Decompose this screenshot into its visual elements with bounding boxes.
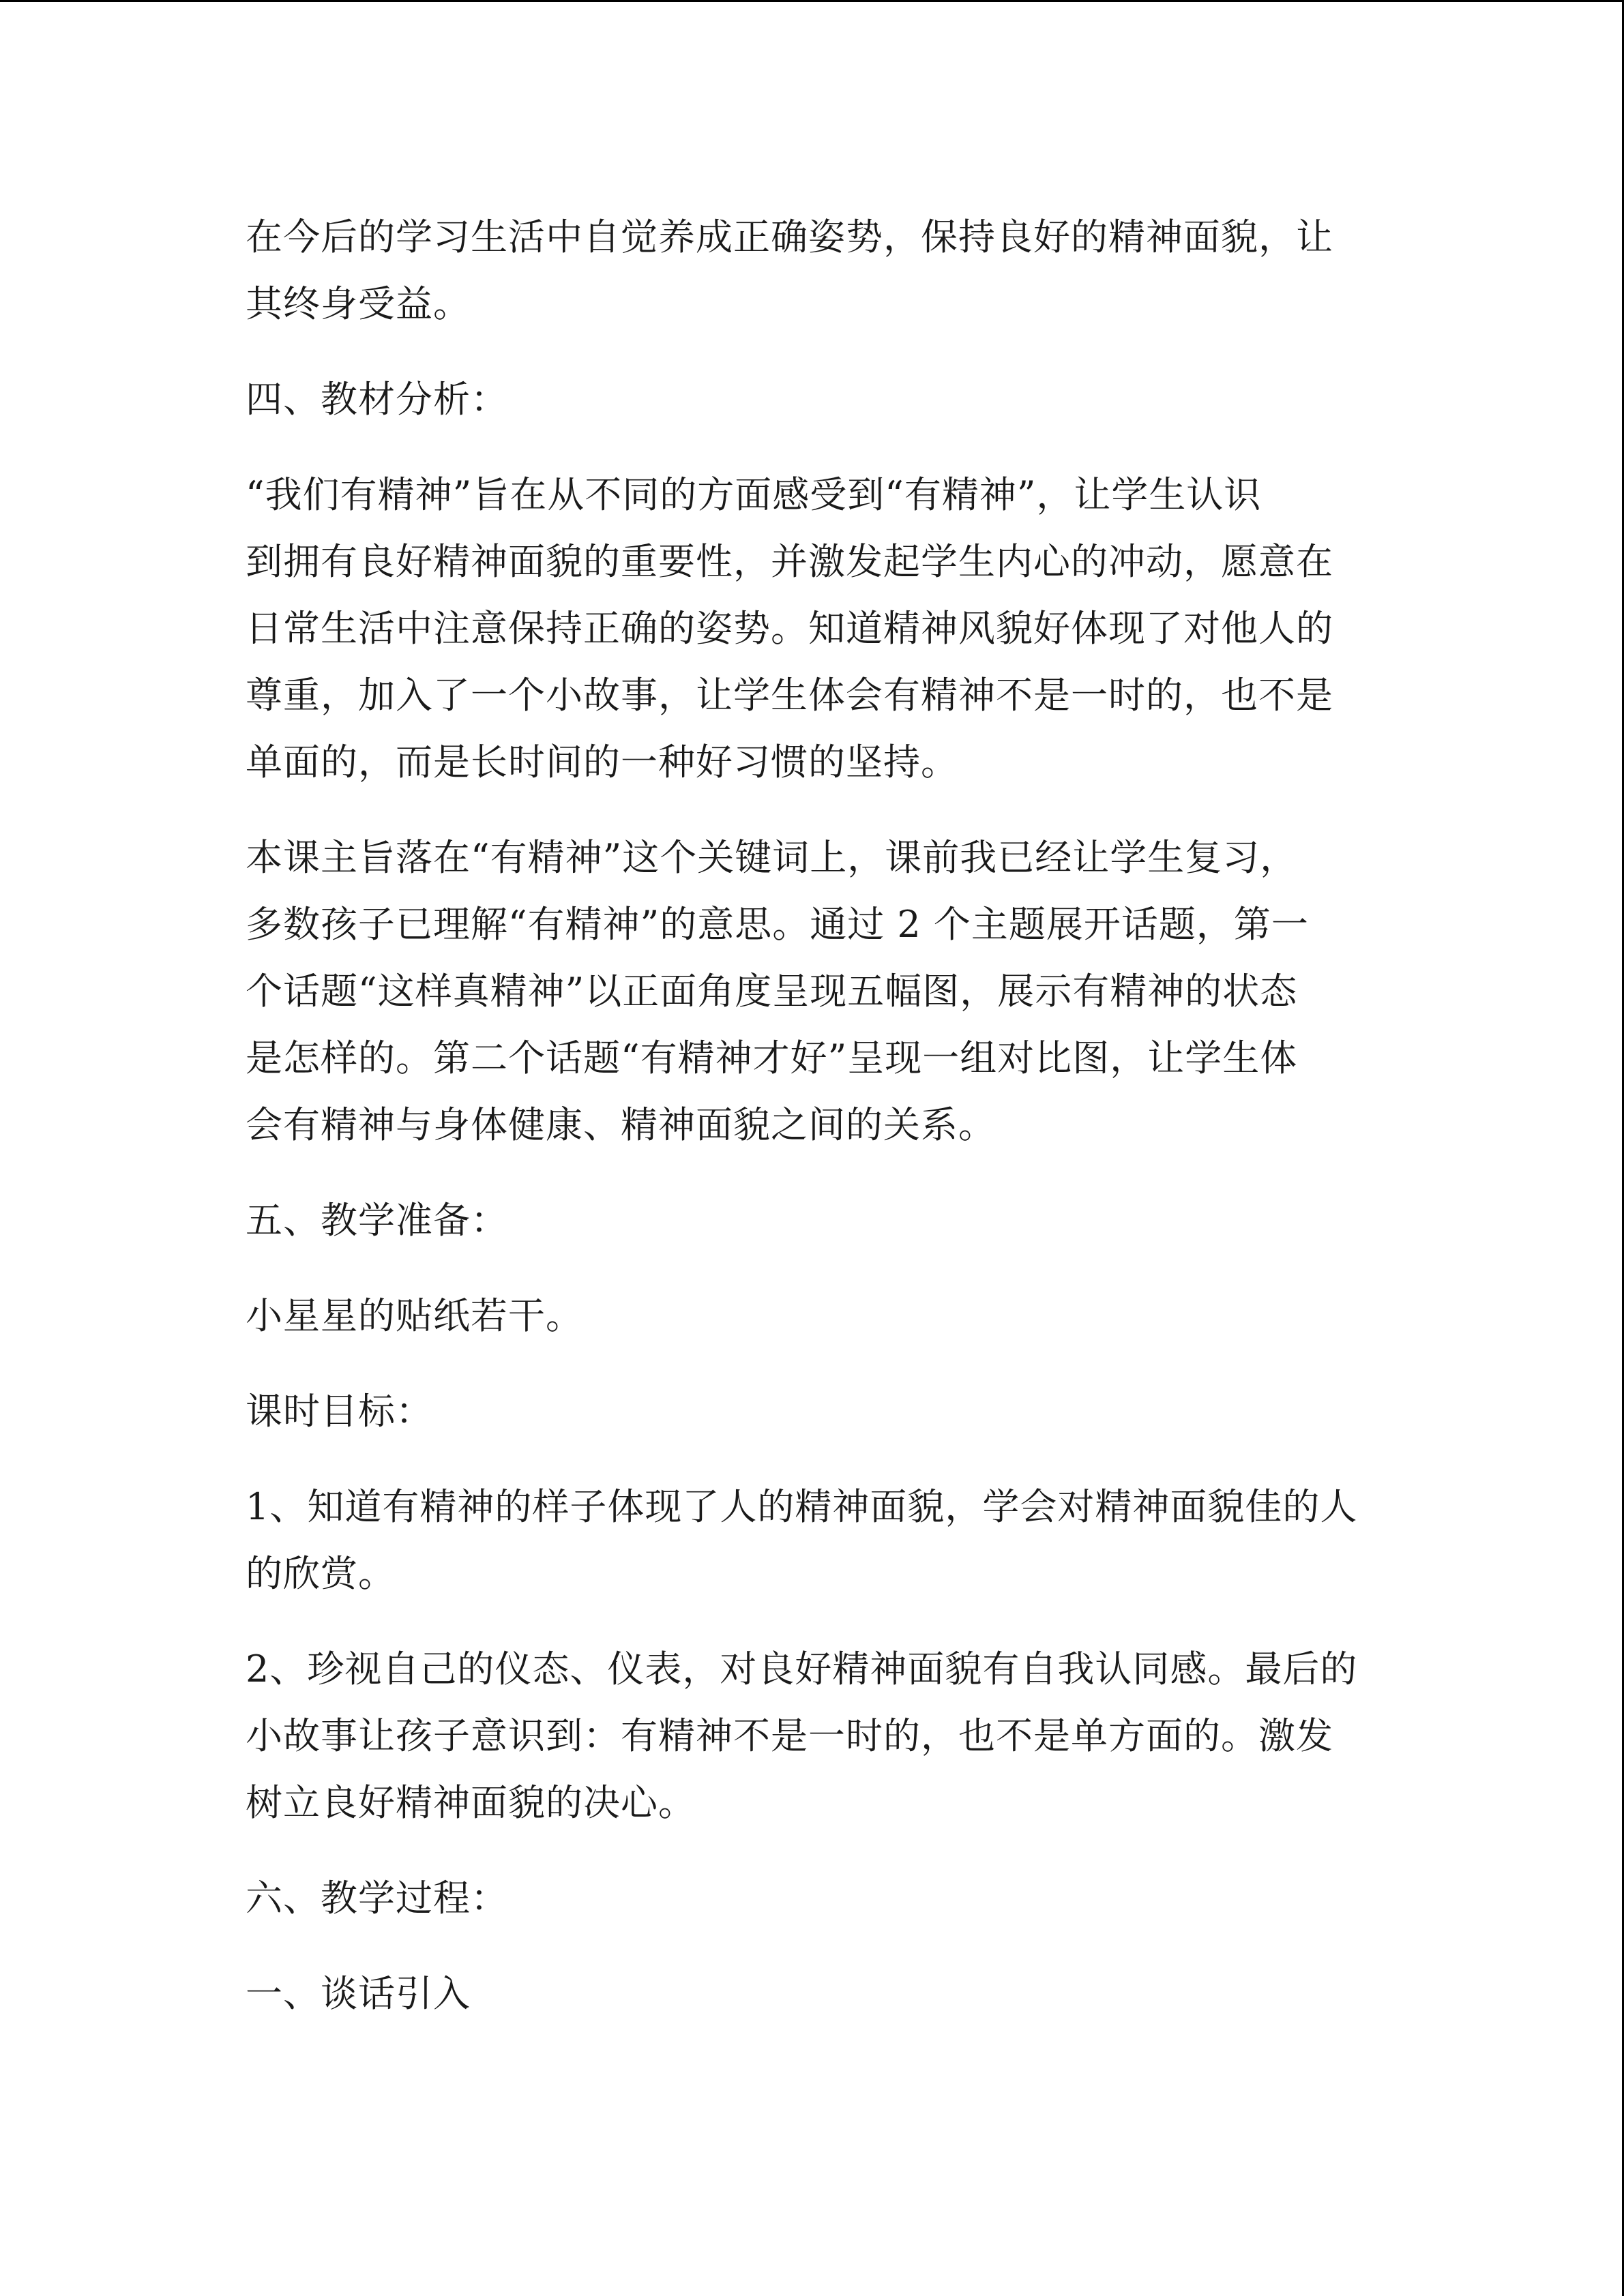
text-line: 是怎样的。第二个话题“有精神才好”呈现一组对比图，让学生体	[246, 1037, 1298, 1079]
text-line: 小星星的贴纸若干。	[246, 1294, 583, 1337]
text-line: 2、珍视自己的仪态、仪表，对良好精神面貌有自我认同感。最后的	[246, 1648, 1358, 1690]
paragraph-intro-continuation	[246, 204, 1378, 338]
heading-text: 五、教学准备：	[246, 1199, 508, 1242]
text-line: 尊重，加入了一个小故事，让学生体会有精神不是一时的，也不是	[246, 674, 1333, 717]
text-line: 树立良好精神面貌的决心。	[246, 1781, 696, 1824]
section-heading-introduction	[246, 1960, 1378, 2027]
text-line: 在今后的学习生活中自觉养成正确姿势，保持良好的精神面貌，让	[246, 215, 1333, 258]
paragraph-preparation	[246, 1283, 1378, 1350]
text-line: 单面的，而是长时间的一种好习惯的坚持。	[246, 741, 958, 784]
heading-text: 六、教学过程：	[246, 1877, 508, 1920]
text-line: 1、知道有精神的样子体现了人的精神面貌，学会对精神面貌佳的人	[246, 1485, 1358, 1528]
text-line: 日常生活中注意保持正确的姿势。知道精神风貌好体现了对他人的	[246, 607, 1333, 650]
text-line: “我们有精神”旨在从不同的方面感受到“有精神”，让学生认识	[246, 473, 1262, 516]
section-heading-textbook-analysis	[246, 366, 1378, 433]
paragraph-lesson-theme	[246, 824, 1378, 1159]
text-line: 多数孩子已理解“有精神”的意思。通过 2 个主题展开话题，第一	[246, 903, 1309, 946]
text-line: 其终身受益。	[246, 282, 471, 325]
paragraph-goal-2	[246, 1636, 1378, 1836]
heading-text: 课时目标：	[246, 1390, 433, 1433]
section-heading-lesson-goals	[246, 1378, 1378, 1445]
text-line: 本课主旨落在“有精神”这个关键词上，课前我已经让学生复习，	[246, 836, 1298, 879]
paragraph-goal-1	[246, 1474, 1378, 1607]
document-body	[246, 204, 1378, 2056]
text-line: 到拥有良好精神面貌的重要性，并激发起学生内心的冲动，愿意在	[246, 540, 1333, 583]
text-line: 的欣赏。	[246, 1552, 396, 1595]
heading-text: 四、教材分析：	[246, 378, 508, 421]
section-heading-teaching-preparation	[246, 1187, 1378, 1254]
text-line: 小故事让孩子意识到：有精神不是一时的，也不是单方面的。激发	[246, 1714, 1333, 1757]
section-heading-teaching-process	[246, 1865, 1378, 1932]
text-line: 会有精神与身体健康、精神面貌之间的关系。	[246, 1103, 996, 1146]
text-line: 个话题“这样真精神”以正面角度呈现五幅图，展示有精神的状态	[246, 970, 1298, 1013]
paragraph-textbook-analysis	[246, 462, 1378, 796]
heading-text: 一、谈话引入	[246, 1972, 471, 2015]
